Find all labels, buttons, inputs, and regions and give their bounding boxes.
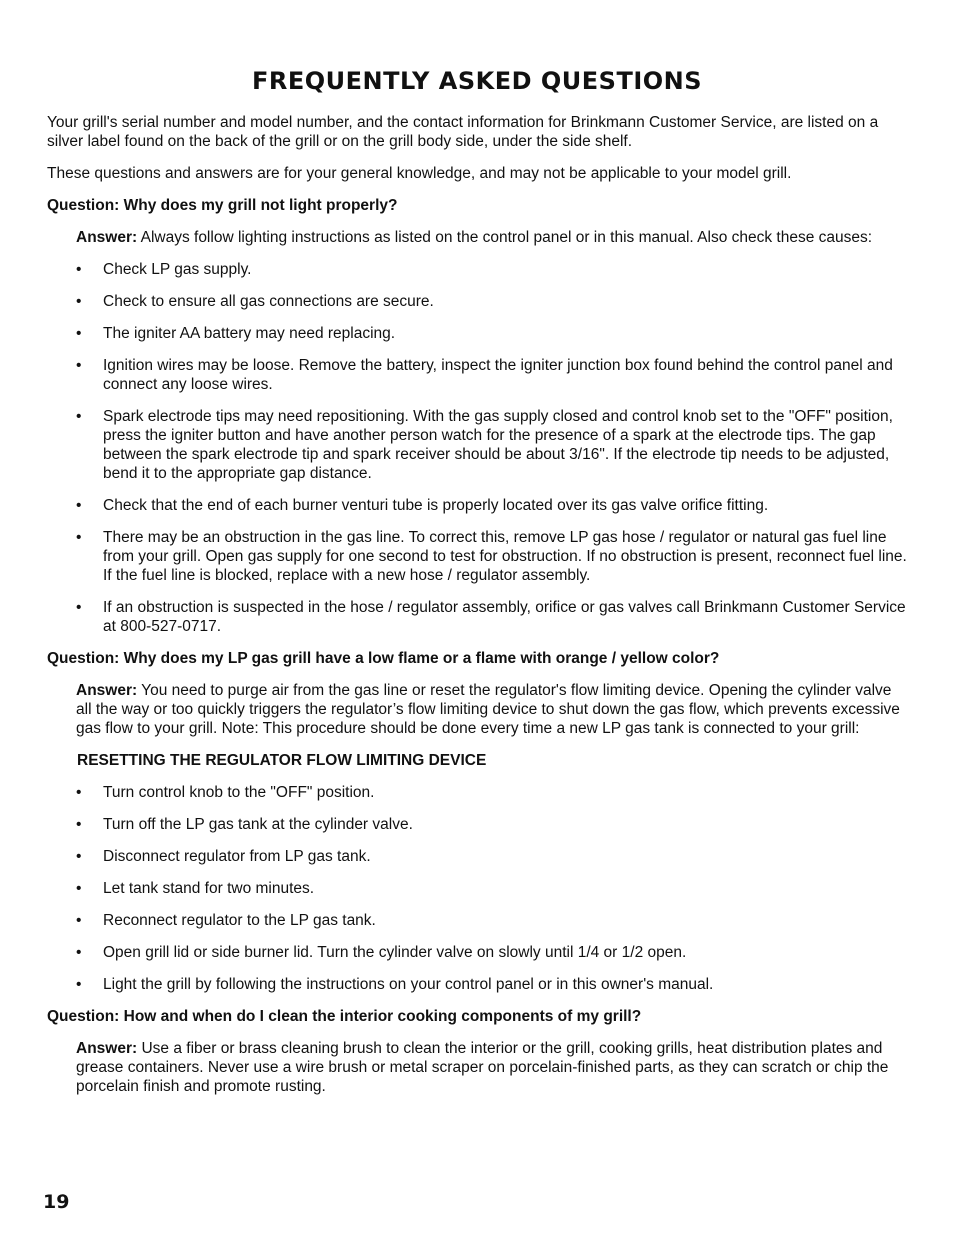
list-item: • There may be an obstruction in the gas line. To correct this, remove LP gas hose / regulator or natural gas fuel line from your grill. Open gas supply for one second to test for obstruction. If no obstruction is present, reconnect fuel line. If the fuel line is blocked, replace with a new hose / regulator assembly. <box>76 529 907 584</box>
list-item: • Let tank stand for two minutes. <box>76 880 315 897</box>
bullet-icon: • <box>76 816 82 833</box>
bullet-icon: • <box>76 293 82 310</box>
answer-1 <box>47 228 907 247</box>
question-3: Question: How and when do I clean the interior cooking components of my grill? <box>47 1008 642 1025</box>
list-item: • Disconnect regulator from LP gas tank. <box>76 848 371 865</box>
bullet-icon: • <box>76 976 82 993</box>
answer-label: Answer: <box>76 229 138 246</box>
bullet-icon: • <box>76 880 82 897</box>
bullet-icon: • <box>76 325 82 342</box>
answer-3 <box>47 1039 907 1096</box>
answer-2 <box>47 681 907 738</box>
bullet-icon: • <box>76 784 82 801</box>
page-title: FREQUENTLY ASKED QUESTIONS <box>251 67 703 95</box>
answer-label: Answer: <box>76 682 138 699</box>
list-item: • If an obstruction is suspected in the hose / regulator assembly, orifice or gas valves call Brinkmann Customer Service at 800-527-0717. <box>76 599 906 635</box>
question-1: Question: Why does my grill not light properly? <box>47 197 398 214</box>
bullet-icon: • <box>76 261 82 278</box>
question-2: Question: Why does my LP gas grill have a low flame or a flame with orange / yellow color? <box>47 650 720 667</box>
list-item: • Reconnect regulator to the LP gas tank. <box>76 912 376 929</box>
list-item: • Check that the end of each burner venturi tube is properly located over its gas valve orifice fitting. <box>76 497 769 514</box>
reset-steps-list <box>47 783 907 994</box>
list-item: • Check to ensure all gas connections are secure. <box>76 293 434 310</box>
answer-label: Answer: <box>76 1040 138 1057</box>
answer-3-text: Use a fiber or brass cleaning brush to clean the interior or the grill, cooking grills, heat distribution plates and grease containers. Never use a wire brush or metal scraper on porcelain-finished parts, as they can scratch or chip the porcelain finish and promote rusting. <box>76 1040 889 1095</box>
bullet-icon: • <box>76 408 82 425</box>
cause-list <box>47 260 907 636</box>
faq-item-1 <box>47 196 907 636</box>
list-item: • Spark electrode tips may need repositioning. With the gas supply closed and control knob set to the "OFF" position, press the igniter button and have another person watch for the presence of a spark at the electrode tips. The gap between the spark electrode tip and spark receiver should be about 3/16". If the electrode tip needs to be adjusted, bend it to the appropriate gap distance. <box>76 408 893 482</box>
bullet-icon: • <box>76 357 82 374</box>
faq-item-3 <box>47 1007 907 1096</box>
section-subheading: RESETTING THE REGULATOR FLOW LIMITING DEVICE <box>77 752 487 769</box>
list-item: • The igniter AA battery may need replacing. <box>76 325 396 342</box>
list-item: • Ignition wires may be loose. Remove the battery, inspect the igniter junction box found behind the control panel and connect any loose wires. <box>76 357 893 393</box>
list-item: • Turn off the LP gas tank at the cylinder valve. <box>76 816 413 833</box>
bullet-icon: • <box>76 599 82 616</box>
faq-page <box>47 66 907 1109</box>
faq-item-2 <box>47 649 907 994</box>
list-item: • Check LP gas supply. <box>76 261 252 278</box>
intro-paragraph-2: These questions and answers are for your general knowledge, and may not be applicable to your model grill. <box>47 165 792 182</box>
bullet-icon: • <box>76 529 82 546</box>
bullet-icon: • <box>76 944 82 961</box>
intro-paragraph-1: Your grill's serial number and model number, and the contact information for Brinkmann Customer Service, are listed on a silver label found on the back of the grill or on the grill body side, under the side shelf. <box>47 114 879 150</box>
bullet-icon: • <box>76 497 82 514</box>
answer-2-text: You need to purge air from the gas line or reset the regulator's flow limiting device. Opening the cylinder valve all the way or too quickly triggers the regulator’s flow limiting device to shut down the gas flow, which prevents excessive gas flow to your grill. Note: This procedure should be done every time a new LP gas tank is connected to your grill: <box>76 682 900 737</box>
bullet-icon: • <box>76 912 82 929</box>
list-item: • Open grill lid or side burner lid. Turn the cylinder valve on slowly until 1/4 or 1/2 open. <box>76 944 687 961</box>
list-item: • Turn control knob to the "OFF" position. <box>76 784 375 801</box>
page-number: 19 <box>43 1191 70 1213</box>
answer-1-text: Always follow lighting instructions as listed on the control panel or in this manual. Also check these causes: <box>137 229 873 246</box>
list-item: • Light the grill by following the instructions on your control panel or in this owner's manual. <box>76 976 714 993</box>
bullet-icon: • <box>76 848 82 865</box>
